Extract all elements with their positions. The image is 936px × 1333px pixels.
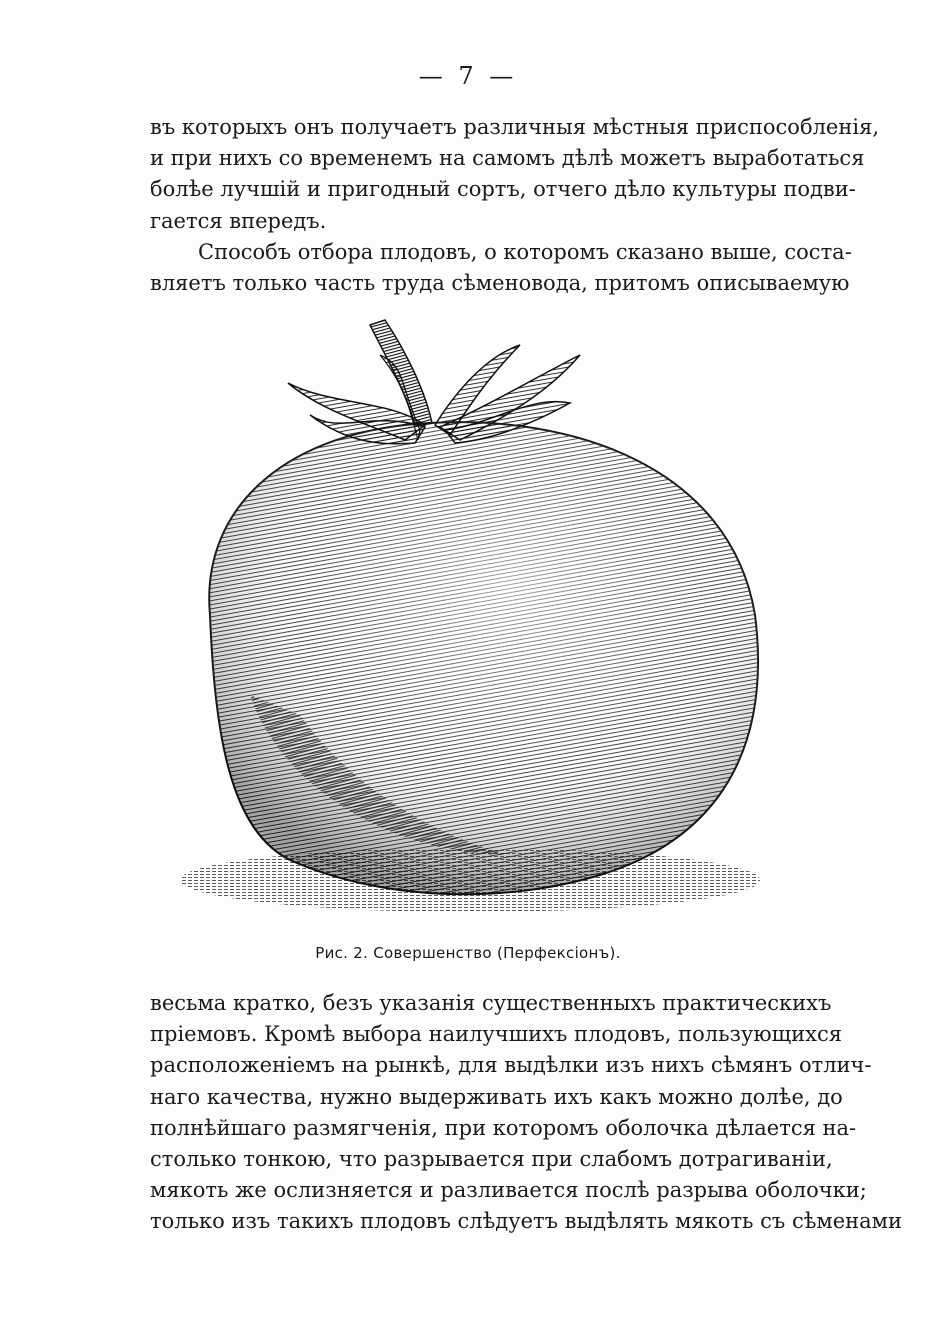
top-text-block [150, 112, 879, 299]
text-line: полнѣйшаго размягченія, при которомъ оболочка дѣлается на- [150, 1115, 857, 1140]
page-number: — 7 — [418, 62, 518, 90]
text-line: наго качества, нужно выдерживать ихъ какъ можно долѣе, до [150, 1084, 843, 1109]
text-line: Способъ отбора плодовъ, о которомъ сказано выше, соста- [198, 239, 852, 264]
text-line: въ которыхъ онъ получаетъ различныя мѣстныя приспособленія, [150, 115, 879, 139]
bottom-text-block [150, 988, 903, 1238]
text-line: вляетъ только часть труда сѣменовода, притомъ описываемую [150, 270, 850, 295]
tomato-illustration [170, 315, 780, 935]
text-line: болѣе лучшій и пригодный сортъ, отчего дѣло культуры подви- [150, 177, 856, 202]
text-line: и при нихъ со временемъ на самомъ дѣлѣ можетъ выработаться [150, 146, 865, 171]
text-line: весьма кратко, безъ указанія существенныхъ практическихъ [150, 991, 832, 1015]
text-line: столько тонкою, что разрывается при слабомъ дотрагиваніи, [150, 1146, 833, 1171]
text-line: только изъ такихъ плодовъ слѣдуетъ выдѣлять мякоть съ сѣменами [150, 1209, 903, 1234]
text-line: мякоть же ослизняется и разливается послѣ разрыва оболочки; [150, 1178, 867, 1203]
text-line: расположеніемъ на рынкѣ, для выдѣлки изъ нихъ сѣмянъ отлич- [150, 1053, 872, 1078]
text-line: пріемовъ. Кромѣ выбора наилучшихъ плодовъ, пользующихся [150, 1022, 843, 1047]
text-line: гается впередъ. [150, 208, 327, 233]
figure-caption: Рис. 2. Совершенство (Перфексіонъ). [315, 944, 621, 962]
